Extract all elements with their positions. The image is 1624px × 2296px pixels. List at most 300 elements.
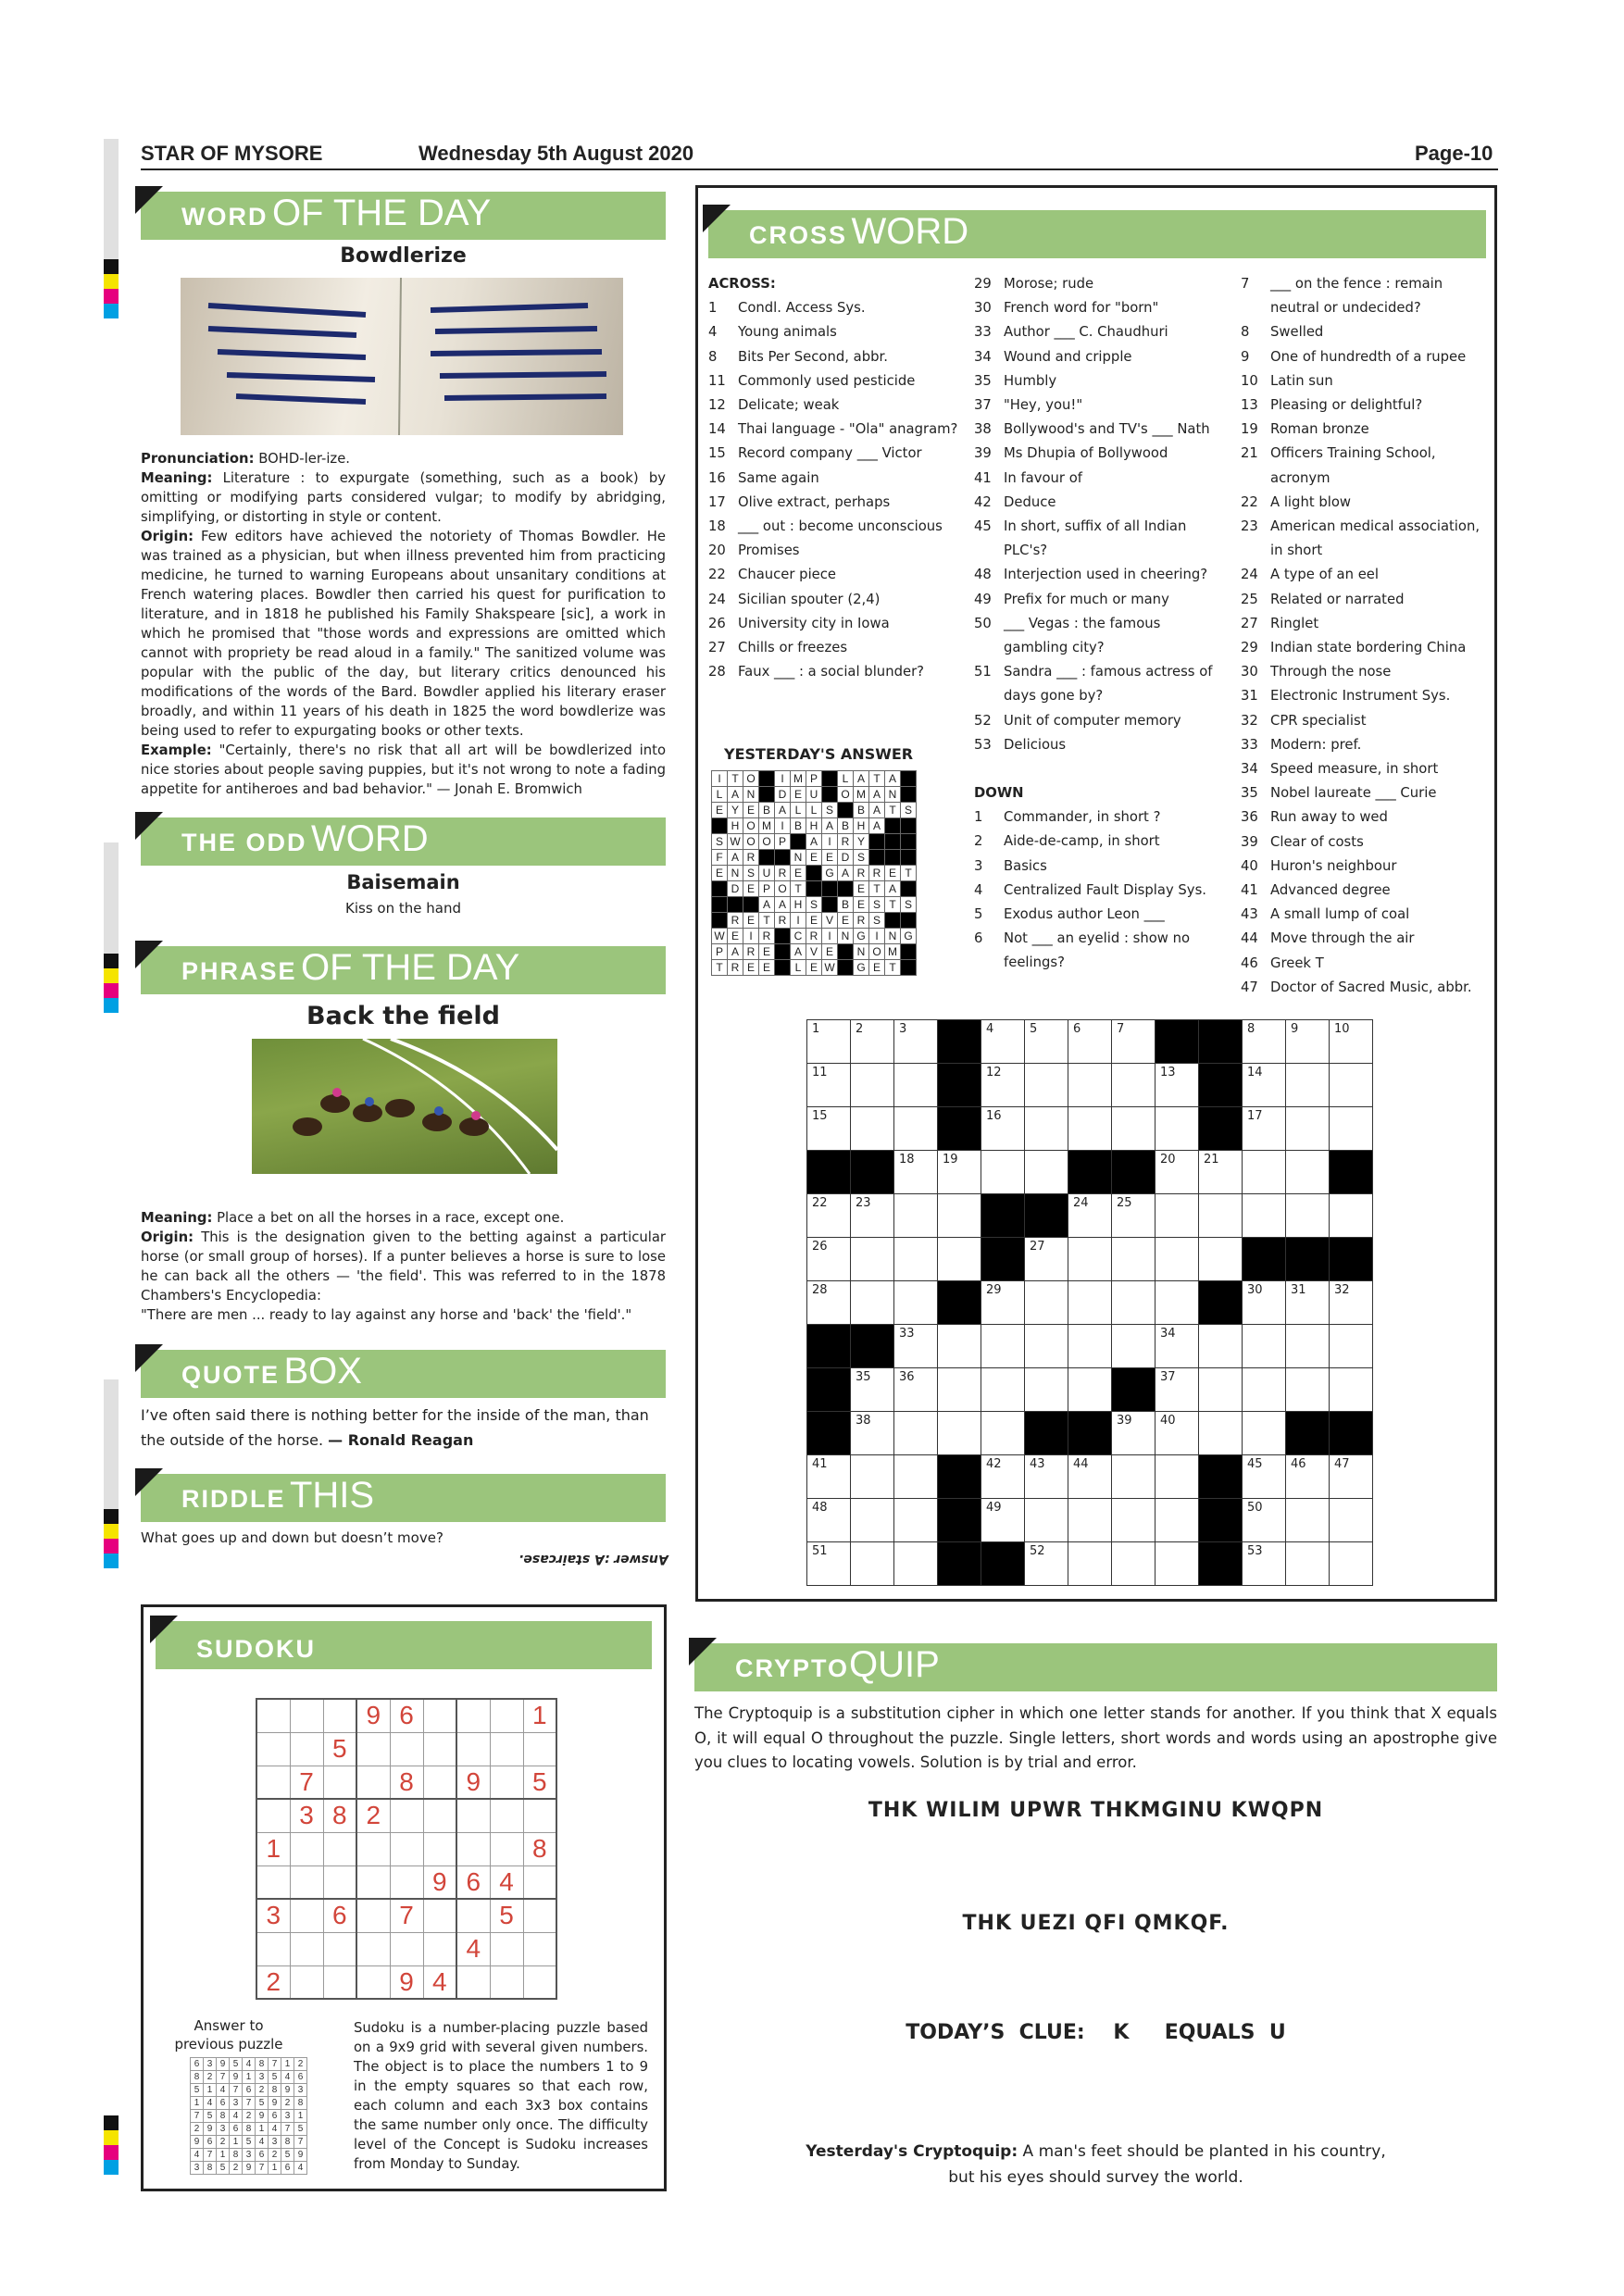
crossword-cell[interactable]: 34 (1156, 1325, 1199, 1368)
book-image (181, 278, 623, 435)
answer-cell: 7 (294, 2136, 307, 2149)
answer-black-cell (838, 881, 854, 897)
sudoku-cell[interactable] (423, 1699, 456, 1732)
answer-black-cell (759, 850, 775, 866)
sudoku-cell[interactable]: 4 (423, 1965, 456, 1999)
crossword-cell[interactable] (938, 1412, 981, 1455)
clue-42 (974, 491, 1224, 515)
answer-cell: W (822, 960, 838, 976)
crossword-cell[interactable]: 53 (1243, 1542, 1286, 1586)
black-cell (807, 1151, 851, 1194)
crossword-cell[interactable] (981, 1412, 1025, 1455)
crossword-cell[interactable] (981, 1368, 1025, 1412)
crossword-cell[interactable]: 10 (1330, 1020, 1373, 1064)
crossword-cell[interactable] (938, 1238, 981, 1281)
crossword-cell[interactable] (1068, 1368, 1112, 1412)
crossword-cell[interactable] (1112, 1542, 1156, 1586)
crossword-cell[interactable] (894, 1064, 938, 1107)
crossword-cell[interactable] (1068, 1325, 1112, 1368)
clue-19 (1241, 418, 1491, 442)
crossword-cell[interactable]: 18 (894, 1151, 938, 1194)
crossword-cell[interactable] (938, 1325, 981, 1368)
crossword-cell[interactable]: 39 (1112, 1412, 1156, 1455)
black-cell (938, 1064, 981, 1107)
sudoku-cell[interactable] (356, 1766, 390, 1799)
crossword-cell[interactable]: 50 (1243, 1499, 1286, 1542)
crossword-cell[interactable]: 28 (807, 1281, 851, 1325)
sudoku-cell[interactable] (290, 1932, 323, 1965)
crossword-cell[interactable] (1112, 1107, 1156, 1151)
clue-number: 13 (1241, 397, 1258, 414)
answer-cell: 2 (191, 2123, 204, 2136)
crossword-cell[interactable] (1112, 1325, 1156, 1368)
crossword-cell[interactable]: 31 (1286, 1281, 1330, 1325)
answer-cell: 6 (191, 2058, 204, 2071)
answer-cell: 6 (256, 2149, 269, 2162)
sudoku-cell[interactable] (490, 1699, 523, 1732)
sudoku-cell[interactable]: 7 (390, 1899, 423, 1932)
crossword-cell[interactable]: 4 (981, 1020, 1025, 1064)
sudoku-cell[interactable] (456, 1799, 490, 1832)
sudoku-cell[interactable] (456, 1732, 490, 1766)
sudoku-cell[interactable]: 6 (323, 1899, 356, 1932)
answer-cell: P (759, 881, 775, 897)
sudoku-cell[interactable] (423, 1799, 456, 1832)
crossword-cell[interactable]: 44 (1068, 1455, 1112, 1499)
crossword-cell[interactable] (981, 1325, 1025, 1368)
sudoku-cell[interactable]: 5 (523, 1766, 556, 1799)
crossword-cell[interactable]: 29 (981, 1281, 1025, 1325)
answer-cell: N (743, 787, 759, 803)
crossword-cell[interactable] (1199, 1194, 1243, 1238)
clue-number: 17 (708, 493, 726, 510)
answer-cell: 1 (269, 2162, 281, 2175)
clue-text: Swelled (1270, 324, 1324, 341)
crossword-cell[interactable] (894, 1281, 938, 1325)
sudoku-cell[interactable] (356, 1832, 390, 1866)
sudoku-cell[interactable] (523, 1799, 556, 1832)
clue-number: 51 (974, 664, 992, 680)
crossword-cell[interactable] (938, 1368, 981, 1412)
sudoku-cell[interactable] (290, 1899, 323, 1932)
sudoku-cell[interactable] (356, 1965, 390, 1999)
sudoku-cell[interactable] (290, 1832, 323, 1866)
crossword-cell[interactable] (1112, 1238, 1156, 1281)
sudoku-cell[interactable] (423, 1932, 456, 1965)
answer-cell: C (791, 929, 806, 944)
crossword-cell[interactable]: 11 (807, 1064, 851, 1107)
crossword-cell[interactable]: 35 (851, 1368, 894, 1412)
crossword-cell[interactable]: 22 (807, 1194, 851, 1238)
crossword-cell[interactable]: 19 (938, 1151, 981, 1194)
crossword-cell[interactable] (1286, 1499, 1330, 1542)
crossword-cell[interactable] (981, 1151, 1025, 1194)
crossword-cell[interactable]: 2 (851, 1020, 894, 1064)
clue-17 (708, 491, 958, 515)
clue-16 (708, 467, 958, 491)
crossword-cell[interactable] (1156, 1107, 1199, 1151)
crossword-cell[interactable] (894, 1499, 938, 1542)
answer-cell: A (759, 897, 775, 913)
crossword-cell[interactable] (1286, 1194, 1330, 1238)
sudoku-cell[interactable] (256, 1866, 290, 1899)
sudoku-cell[interactable] (490, 1965, 523, 1999)
clue-35 (1241, 781, 1491, 805)
sudoku-cell[interactable] (356, 1899, 390, 1932)
crossword-cell[interactable] (1286, 1368, 1330, 1412)
crossword-cell[interactable] (1330, 1325, 1373, 1368)
crossword-cell[interactable]: 47 (1330, 1455, 1373, 1499)
crossword-cell[interactable] (1330, 1542, 1373, 1586)
answer-cell: R (806, 929, 822, 944)
sudoku-cell[interactable] (356, 1932, 390, 1965)
answer-cell: 2 (230, 2162, 243, 2175)
sudoku-cell[interactable] (523, 1866, 556, 1899)
sudoku-cell[interactable] (323, 1932, 356, 1965)
sudoku-cell[interactable] (490, 1732, 523, 1766)
crossword-cell[interactable] (851, 1281, 894, 1325)
answer-cell: 7 (191, 2110, 204, 2123)
clue-number: 34 (1241, 761, 1258, 778)
crossword-cell[interactable] (1156, 1542, 1199, 1586)
answer-cell: O (743, 818, 759, 834)
crossword-cell[interactable]: 20 (1156, 1151, 1199, 1194)
sudoku-cell[interactable]: 6 (456, 1866, 490, 1899)
crossword-cell[interactable] (1068, 1499, 1112, 1542)
sudoku-cell[interactable]: 4 (490, 1866, 523, 1899)
answer-cell: M (885, 944, 901, 960)
clue-text: Commonly used pesticide (738, 372, 916, 389)
sudoku-cell[interactable] (256, 1766, 290, 1799)
crossword-cell[interactable] (894, 1542, 938, 1586)
crossword-cell[interactable]: 13 (1156, 1064, 1199, 1107)
crossword-cell[interactable] (1112, 1281, 1156, 1325)
sudoku-cell[interactable] (256, 1732, 290, 1766)
clue-number: 39 (1241, 833, 1258, 850)
sudoku-cell[interactable] (423, 1899, 456, 1932)
sudoku-cell[interactable] (356, 1732, 390, 1766)
crossword-cell[interactable] (1330, 1368, 1373, 1412)
crossword-cell[interactable] (1112, 1455, 1156, 1499)
sudoku-cell[interactable] (290, 1732, 323, 1766)
crossword-cell[interactable]: 36 (894, 1368, 938, 1412)
sudoku-cell[interactable]: 1 (523, 1699, 556, 1732)
answer-black-cell (712, 897, 728, 913)
crossword-cell[interactable]: 16 (981, 1107, 1025, 1151)
clue-25 (1241, 588, 1491, 612)
crossword-cell[interactable] (1112, 1064, 1156, 1107)
crossword-cell[interactable]: 6 (1068, 1020, 1112, 1064)
riddle-answer: Answer :A staircase. (518, 1552, 668, 1566)
crossword-cell[interactable]: 32 (1330, 1281, 1373, 1325)
sudoku-cell[interactable] (523, 1732, 556, 1766)
sudoku-cell[interactable]: 1 (256, 1832, 290, 1866)
crossword-cell[interactable]: 43 (1025, 1455, 1068, 1499)
clue-text: Young animals (738, 324, 837, 341)
answer-black-cell (822, 897, 838, 913)
sudoku-cell[interactable] (323, 1965, 356, 1999)
answer-cell: E (806, 960, 822, 976)
crossword-cell[interactable] (1286, 1325, 1330, 1368)
black-cell (1330, 1238, 1373, 1281)
crossword-cell[interactable] (1068, 1238, 1112, 1281)
sudoku-cell[interactable]: 6 (390, 1699, 423, 1732)
sudoku-cell[interactable] (390, 1866, 423, 1899)
sudoku-cell[interactable]: 9 (390, 1965, 423, 1999)
sudoku-cell[interactable]: 8 (390, 1766, 423, 1799)
sudoku-cell[interactable] (290, 1965, 323, 1999)
answer-cell: Y (854, 834, 869, 850)
crossword-cell[interactable] (851, 1064, 894, 1107)
crossword-cell[interactable]: 8 (1243, 1020, 1286, 1064)
clue-text: Commander, in short ? (1004, 809, 1161, 826)
crossword-cell[interactable]: 17 (1243, 1107, 1286, 1151)
answer-cell: 8 (217, 2110, 230, 2123)
sudoku-cell[interactable]: 9 (456, 1766, 490, 1799)
crossword-cell[interactable] (1025, 1064, 1068, 1107)
crossword-cell[interactable] (851, 1107, 894, 1151)
crossword-cell[interactable] (1068, 1542, 1112, 1586)
crossword-cell[interactable]: 46 (1286, 1455, 1330, 1499)
sudoku-cell[interactable]: 7 (290, 1766, 323, 1799)
clue-number: 15 (708, 445, 726, 462)
crossword-cell[interactable] (1243, 1412, 1286, 1455)
crossword-cell[interactable] (851, 1542, 894, 1586)
sudoku-cell[interactable]: 4 (456, 1932, 490, 1965)
sudoku-cell[interactable] (390, 1932, 423, 1965)
sudoku-cell[interactable] (323, 1699, 356, 1732)
sudoku-cell[interactable] (490, 1832, 523, 1866)
sudoku-cell[interactable]: 8 (323, 1799, 356, 1832)
crossword-cell[interactable]: 51 (807, 1542, 851, 1586)
crossword-cell[interactable] (1199, 1325, 1243, 1368)
clue-35 (974, 369, 1224, 393)
crossword-cell[interactable] (1112, 1499, 1156, 1542)
crossword-cell[interactable]: 48 (807, 1499, 851, 1542)
crossword-cell[interactable]: 14 (1243, 1064, 1286, 1107)
sudoku-cell[interactable] (290, 1699, 323, 1732)
clue-text: Ringlet (1270, 615, 1319, 631)
sudoku-cell[interactable] (456, 1832, 490, 1866)
crossword-cell[interactable] (1156, 1238, 1199, 1281)
sudoku-cell[interactable]: 9 (423, 1866, 456, 1899)
color-mark (104, 259, 119, 318)
crossword-cell[interactable]: 23 (851, 1194, 894, 1238)
sudoku-cell[interactable] (490, 1799, 523, 1832)
clue-8 (708, 345, 958, 369)
clue-number: 27 (1241, 615, 1258, 631)
clue-text: Faux ___ : a social blunder? (738, 664, 925, 680)
crossword-cell[interactable]: 40 (1156, 1412, 1199, 1455)
sudoku-cell[interactable]: 2 (356, 1799, 390, 1832)
sudoku-cell[interactable] (490, 1932, 523, 1965)
crossword-cell[interactable] (1199, 1368, 1243, 1412)
crossword-cell[interactable] (894, 1455, 938, 1499)
clue-34 (974, 345, 1224, 369)
sudoku-cell[interactable]: 2 (256, 1965, 290, 1999)
black-cell (1199, 1455, 1243, 1499)
sudoku-cell[interactable] (423, 1732, 456, 1766)
sudoku-cell[interactable]: 3 (290, 1799, 323, 1832)
crossword-cell[interactable]: 24 (1068, 1194, 1112, 1238)
crossword-cell[interactable] (1199, 1238, 1243, 1281)
crossword-cell[interactable]: 12 (981, 1064, 1025, 1107)
crossword-cell[interactable] (1156, 1455, 1199, 1499)
crossword-cell[interactable] (1068, 1064, 1112, 1107)
sudoku-cell[interactable] (523, 1932, 556, 1965)
crossword-cell[interactable]: 27 (1025, 1238, 1068, 1281)
clue-number: 43 (1241, 906, 1258, 923)
crossword-cell[interactable] (1243, 1368, 1286, 1412)
crossword-cell[interactable] (1330, 1194, 1373, 1238)
clue-number: 39 (974, 445, 992, 462)
crossword-cell[interactable]: 1 (807, 1020, 851, 1064)
answer-cell: 4 (294, 2162, 307, 2175)
clue-text: Interjection used in cheering? (1004, 567, 1208, 583)
crossword-cell[interactable]: 38 (851, 1412, 894, 1455)
crossword-cell[interactable] (1286, 1107, 1330, 1151)
sudoku-cell[interactable] (256, 1799, 290, 1832)
answer-cell: A (728, 944, 743, 960)
crossword-cell[interactable]: 37 (1156, 1368, 1199, 1412)
answer-black-cell (885, 913, 901, 929)
clue-51 (974, 660, 1224, 708)
sudoku-cell[interactable] (323, 1866, 356, 1899)
crossword-cell[interactable] (1025, 1368, 1068, 1412)
sudoku-cell[interactable] (390, 1799, 423, 1832)
crossword-cell[interactable] (1199, 1412, 1243, 1455)
crossword-cell[interactable]: 26 (807, 1238, 851, 1281)
crossword-cell[interactable] (1243, 1325, 1286, 1368)
crossword-cell[interactable] (1068, 1281, 1112, 1325)
sudoku-cell[interactable]: 5 (490, 1899, 523, 1932)
crossword-cell[interactable]: 7 (1112, 1020, 1156, 1064)
crossword-cell[interactable] (1025, 1499, 1068, 1542)
crossword-cell[interactable] (894, 1107, 938, 1151)
crossword-cell[interactable] (894, 1194, 938, 1238)
sudoku-cell[interactable]: 8 (523, 1832, 556, 1866)
crossword-cell[interactable] (1243, 1194, 1286, 1238)
crossword-cell[interactable]: 41 (807, 1455, 851, 1499)
answer-cell: T (901, 866, 917, 881)
answer-cell: 6 (269, 2110, 281, 2123)
crossword-cell[interactable]: 45 (1243, 1455, 1286, 1499)
answer-cell: 3 (204, 2058, 217, 2071)
answer-cell: E (759, 944, 775, 960)
answer-black-cell (901, 944, 917, 960)
answer-cell: S (743, 866, 759, 881)
crossword-cell[interactable] (851, 1499, 894, 1542)
answer-cell: A (822, 818, 838, 834)
crossword-cell[interactable] (1286, 1064, 1330, 1107)
crossword-cell[interactable]: 49 (981, 1499, 1025, 1542)
crossword-cell[interactable] (1286, 1151, 1330, 1194)
crossword-cell[interactable] (938, 1194, 981, 1238)
clue-number: 32 (1241, 712, 1258, 729)
clue-number: 10 (1241, 372, 1258, 389)
crossword-cell[interactable]: 25 (1112, 1194, 1156, 1238)
crossword-cell[interactable]: 15 (807, 1107, 851, 1151)
sudoku-cell[interactable] (523, 1965, 556, 1999)
crossword-cell[interactable] (1286, 1542, 1330, 1586)
answer-cell: R (728, 960, 743, 976)
crossword-cell[interactable] (1025, 1325, 1068, 1368)
answer-cell: 7 (204, 2149, 217, 2162)
sudoku-cell[interactable] (423, 1832, 456, 1866)
crossword-cell[interactable] (1025, 1281, 1068, 1325)
answer-cell: 8 (204, 2162, 217, 2175)
crossword-cell[interactable] (1156, 1499, 1199, 1542)
crossword-cell[interactable]: 30 (1243, 1281, 1286, 1325)
crossword-cell[interactable] (1025, 1151, 1068, 1194)
sudoku-cell[interactable] (456, 1899, 490, 1932)
answer-cell: R (743, 850, 759, 866)
clue-text: French word for "born" (1004, 300, 1159, 317)
sudoku-cell[interactable] (323, 1832, 356, 1866)
crossword-cell[interactable]: 9 (1286, 1020, 1330, 1064)
sudoku-cell[interactable]: 5 (323, 1732, 356, 1766)
sudoku-cell[interactable]: 3 (256, 1899, 290, 1932)
sudoku-cell[interactable] (256, 1699, 290, 1732)
crossword-cell[interactable]: 3 (894, 1020, 938, 1064)
sudoku-cell[interactable] (456, 1965, 490, 1999)
crossword-cell[interactable] (1025, 1107, 1068, 1151)
crossword-cell[interactable] (1330, 1107, 1373, 1151)
crossword-cell[interactable] (1156, 1194, 1199, 1238)
crossword-cell[interactable] (1330, 1499, 1373, 1542)
sudoku-cell[interactable] (390, 1832, 423, 1866)
sudoku-cell[interactable] (323, 1766, 356, 1799)
answer-cell: 2 (243, 2110, 256, 2123)
answer-cell: R (838, 834, 854, 850)
sudoku-cell[interactable] (490, 1766, 523, 1799)
black-cell (938, 1281, 981, 1325)
black-cell (938, 1020, 981, 1064)
crossword-cell[interactable]: 5 (1025, 1020, 1068, 1064)
sudoku-cell[interactable] (456, 1699, 490, 1732)
black-cell (851, 1325, 894, 1368)
crossword-cell[interactable] (894, 1412, 938, 1455)
crossword-cell[interactable] (1068, 1107, 1112, 1151)
crossword-cell[interactable] (851, 1238, 894, 1281)
sudoku-cell[interactable] (523, 1899, 556, 1932)
crossword-cell[interactable]: 52 (1025, 1542, 1068, 1586)
sudoku-cell[interactable] (423, 1766, 456, 1799)
crossword-cell[interactable] (1156, 1281, 1199, 1325)
answer-cell: N (885, 787, 901, 803)
across-clues-2: 29 Morose; rude 30 French word for "born" 33 Author ___ C. Chaudhuri 34 Wound and cripple 35 Humbly 37 "Hey, you!" 38 Bollywood's and TV's ___ Nath 39 Ms Dhupia of Bollywood 41 In favour of 42 Deduce 45 In short, suffix of all Indian PLC's? 48 Interjection used in cheering? 49 Prefix for much or many 50 ___ Vegas : the famous gambling city? 51 Sandra ___ : famous actress of days gone by? 52 Unit of computer memory 53 Delicious DOWN 1 Commander, in short ? 2 Aide-de-camp, in short 3 Basics 4 Centralized Fault Display Sys. 5 Exodus author Leon ___ 6 Not ___ an eyelid : show no feelings? (974, 272, 1224, 976)
answer-cell: T (869, 771, 885, 787)
crossword-cell[interactable]: 21 (1199, 1151, 1243, 1194)
clue-text: Bollywood's and TV's ___ Nath (1004, 421, 1210, 438)
sudoku-cell[interactable] (390, 1732, 423, 1766)
sudoku-cell[interactable]: 9 (356, 1699, 390, 1732)
sudoku-cell[interactable] (356, 1866, 390, 1899)
crossword-cell[interactable] (1243, 1151, 1286, 1194)
answer-black-cell (806, 866, 822, 881)
sudoku-cell[interactable] (256, 1932, 290, 1965)
answer-black-cell (885, 834, 901, 850)
answer-black-cell (822, 771, 838, 787)
answer-cell: 9 (243, 2162, 256, 2175)
crossword-cell[interactable]: 42 (981, 1455, 1025, 1499)
sudoku-cell[interactable] (290, 1866, 323, 1899)
crossword-cell[interactable] (894, 1238, 938, 1281)
crossword-cell[interactable] (851, 1455, 894, 1499)
clue-number: 3 (974, 857, 983, 874)
crossword-cell[interactable] (1330, 1064, 1373, 1107)
crossword-cell[interactable]: 33 (894, 1325, 938, 1368)
